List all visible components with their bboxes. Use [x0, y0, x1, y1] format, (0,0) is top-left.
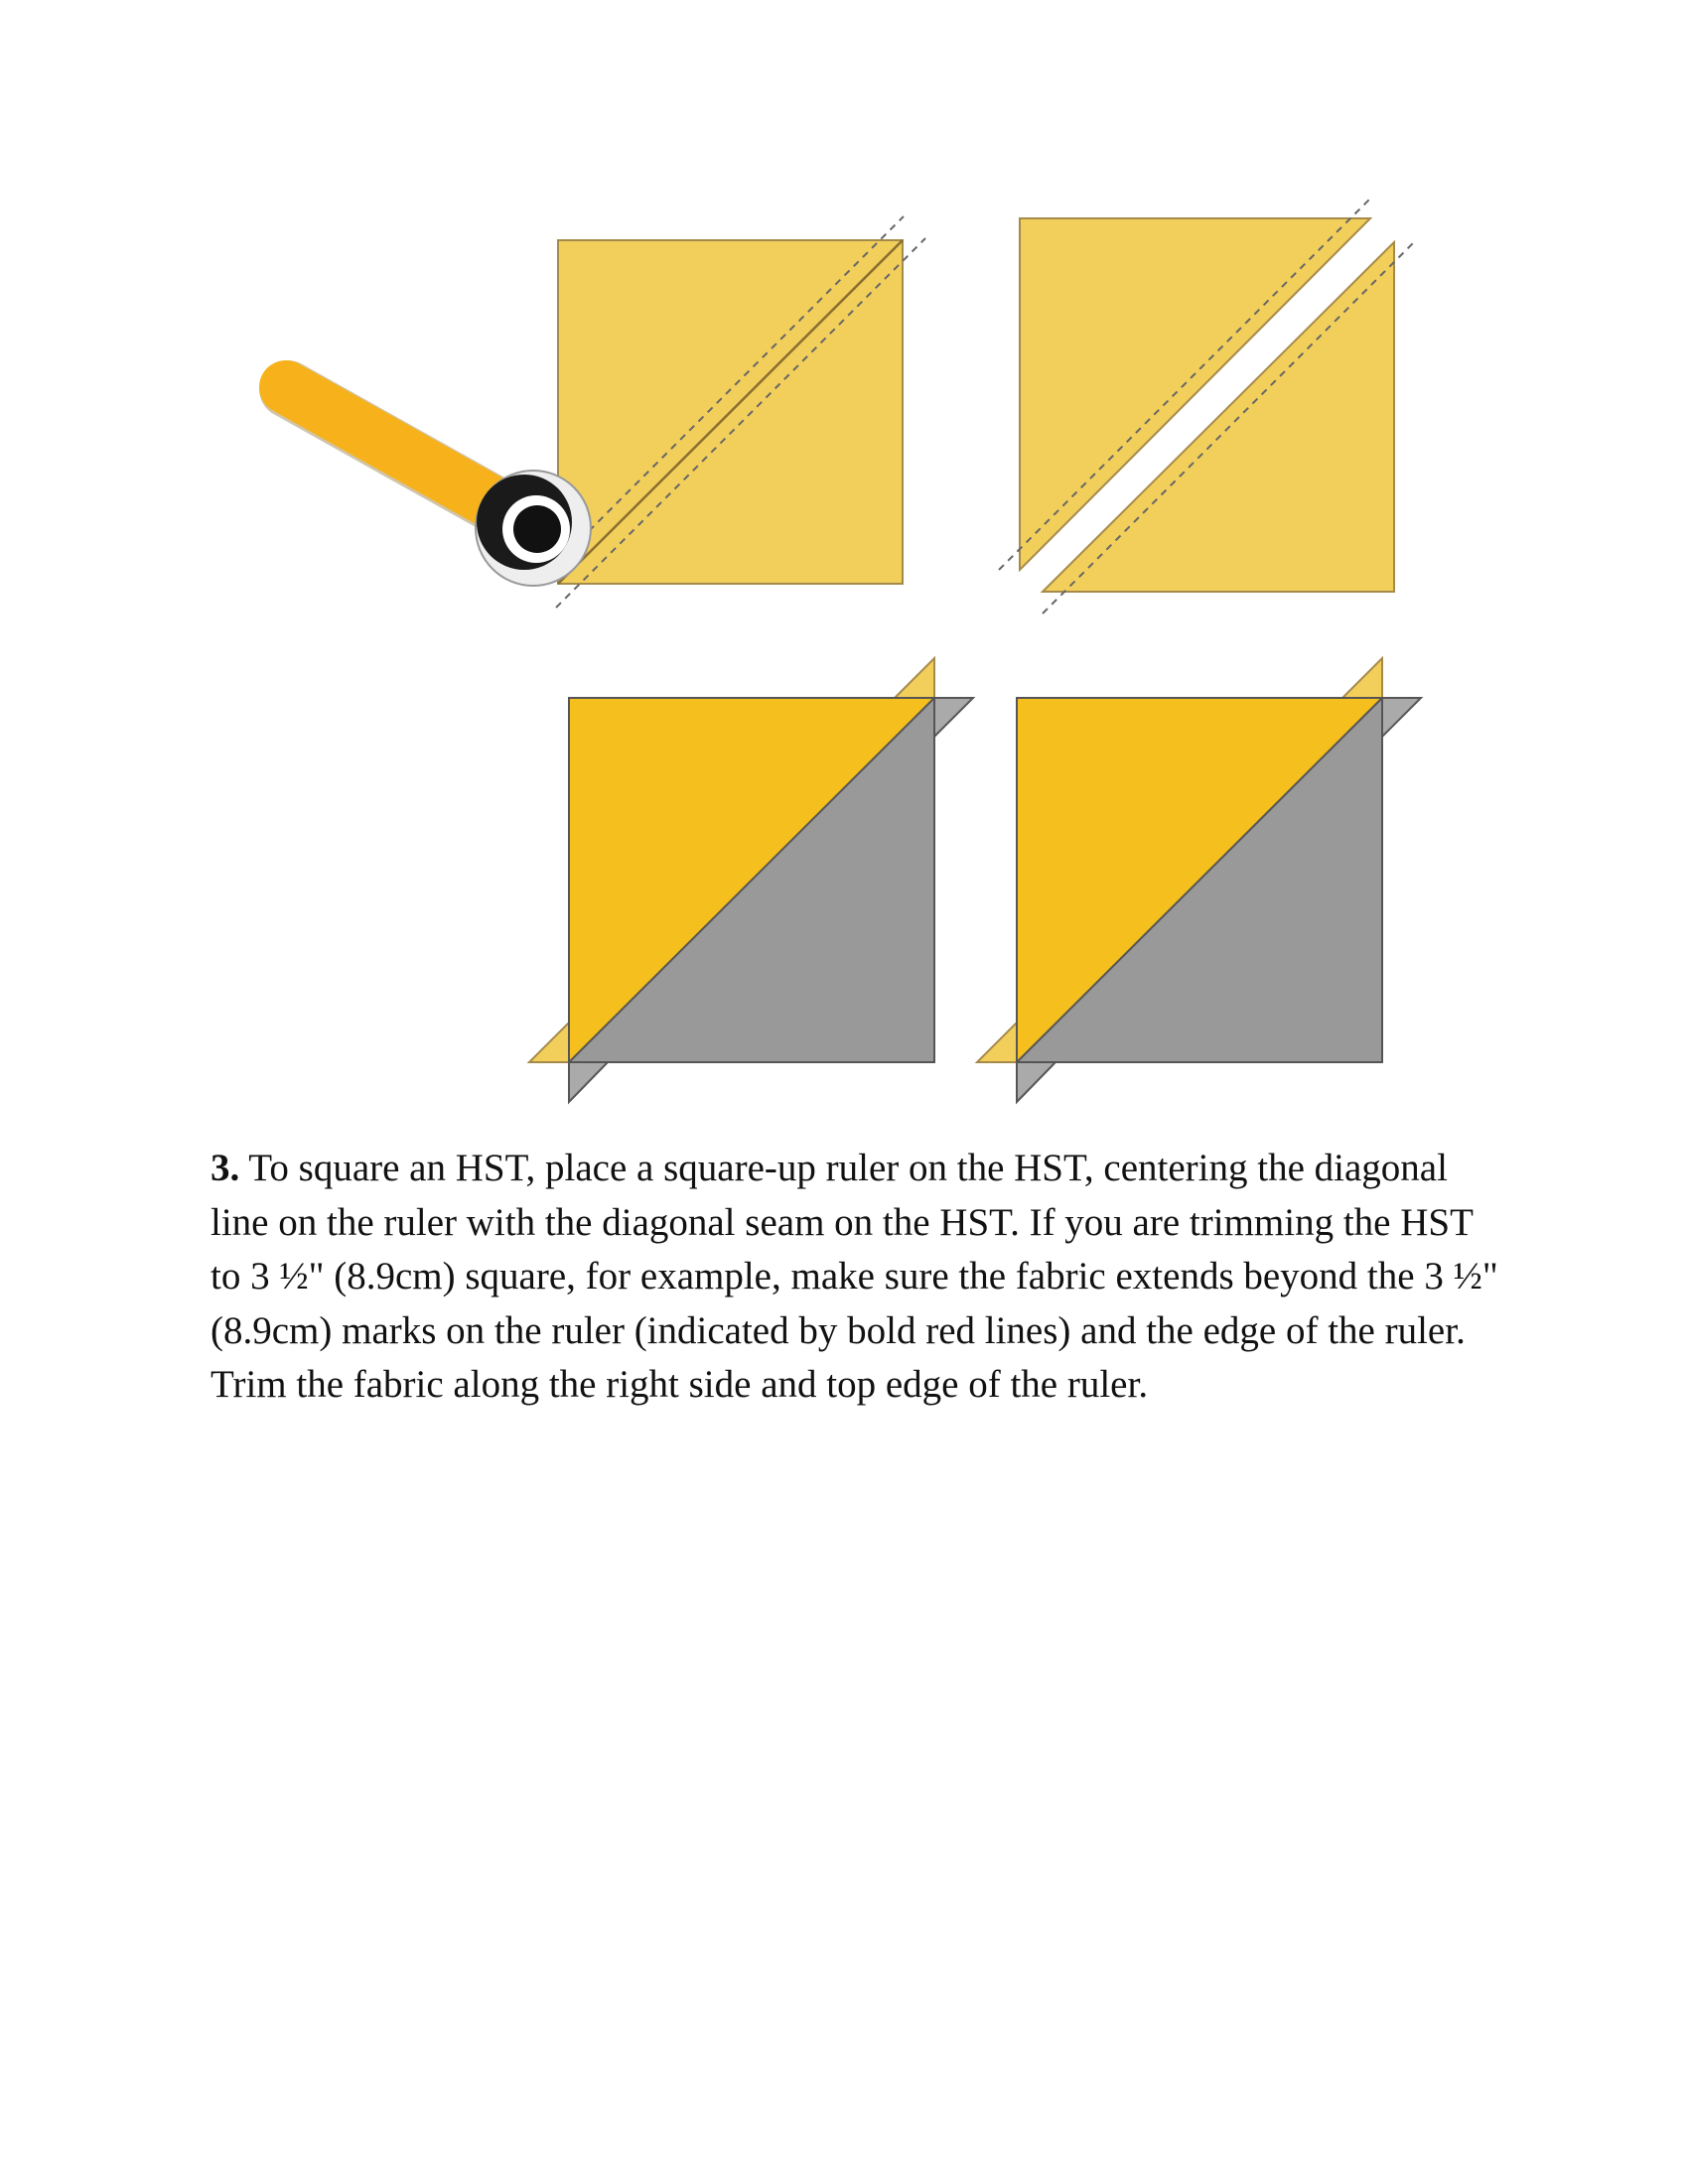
seam-allowance-gold-top — [895, 658, 934, 698]
seam-allowance-gold-top — [1342, 658, 1382, 698]
seam-allowance-gold — [529, 1023, 569, 1062]
rotary-cutter-icon — [286, 387, 591, 586]
hst-block-right — [977, 658, 1421, 1102]
seam-allowance-gray-top — [1382, 698, 1421, 737]
step-number: 3. — [211, 1147, 240, 1189]
instruction-paragraph — [211, 1142, 1501, 1413]
panel-separated-triangles — [999, 199, 1416, 614]
seam-allowance-gray — [1017, 1062, 1055, 1102]
seam-allowance-gray — [569, 1062, 608, 1102]
step-body: To square an HST, place a square-up ruler on the HST, centering the diagonal line on the ruler with the diagonal seam on the HST. If you are trimming the HST to 3 ½" (8.9cm) square, for example, make sure the fabric extends beyond the 3 ½" (8.9cm) marks on the ruler (indicated by bold red lines) and the edge of the ruler. Trim the fabric along the right side and top edge of the ruler. — [211, 1147, 1498, 1406]
seam-allowance-gray-top — [934, 698, 973, 737]
seam-allowance-gold — [977, 1023, 1017, 1062]
panel-square-with-cut-line — [534, 216, 925, 608]
hst-block-left — [529, 658, 973, 1102]
